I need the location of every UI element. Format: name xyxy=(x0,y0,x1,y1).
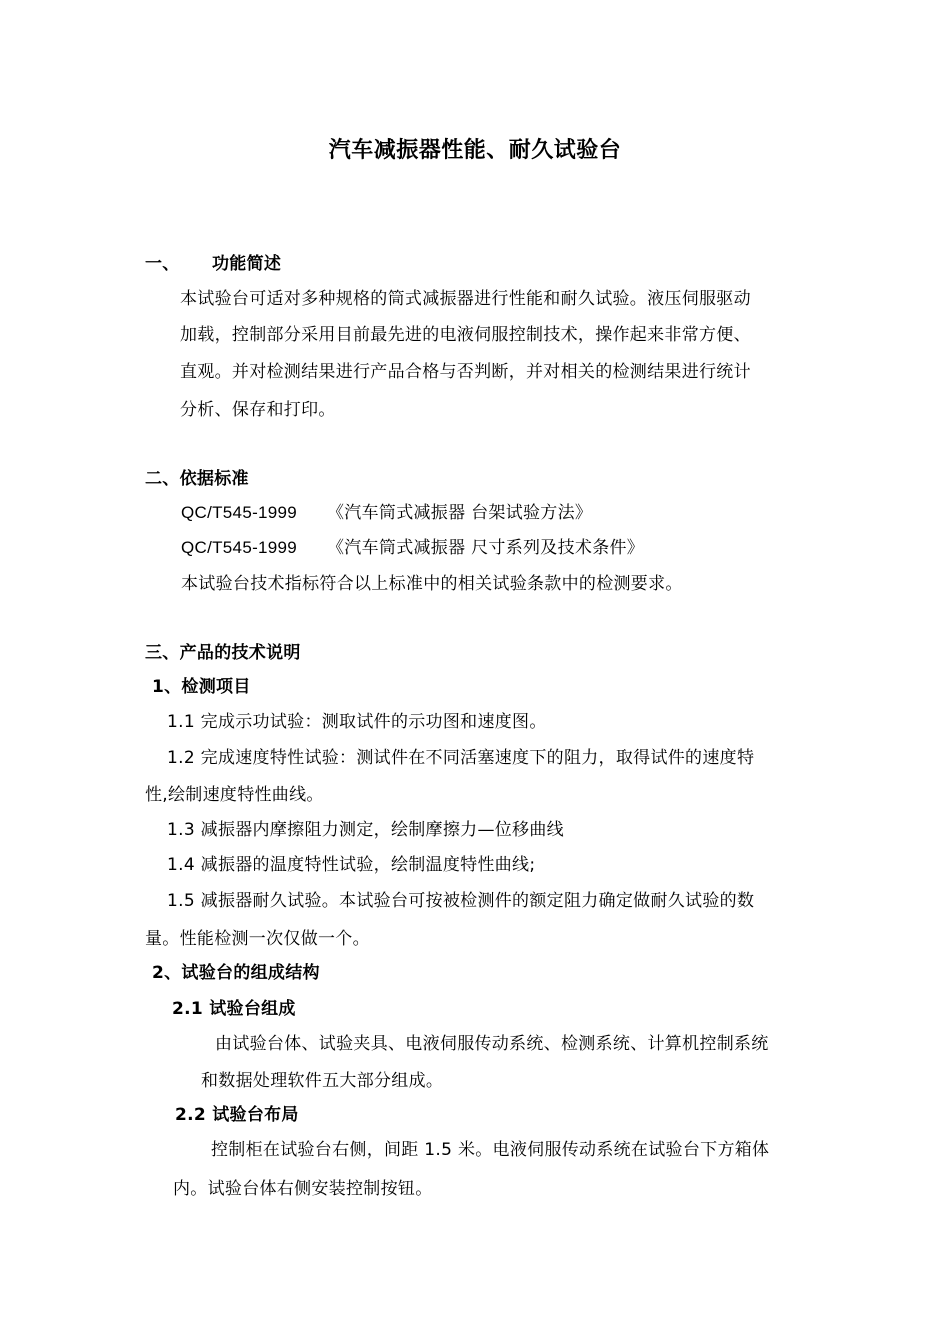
item-1-5-line2: 量。性能检测一次仅做一个。 xyxy=(145,929,370,949)
subsection2-2-line2: 内。试验台体右侧安装控制按钮。 xyxy=(173,1179,433,1199)
subsection2-2-line1: 控制柜在试验台右侧，间距 1.5 米。电液伺服传动系统在试验台下方箱体 xyxy=(211,1140,770,1160)
subsection2-2-heading: 2.2 试验台布局 xyxy=(175,1105,299,1125)
item-1-2-line1: 1.2 完成速度特性试验：测试件在不同活塞速度下的阻力，取得试件的速度特 xyxy=(167,748,755,768)
standard-code: QC/T545-1999 xyxy=(181,503,298,522)
item-1-2-line2: 性,绘制速度特性曲线。 xyxy=(145,785,324,805)
subsection2-1-line1: 由试验台体、试验夹具、电液伺服传动系统、检测系统、计算机控制系统 xyxy=(215,1034,769,1054)
standard-row xyxy=(181,536,644,560)
section3-heading: 三、产品的技术说明 xyxy=(145,643,301,663)
section1-heading: 功能简述 xyxy=(212,254,282,274)
item-1-3: 1.3 减振器内摩擦阻力测定，绘制摩擦力—位移曲线 xyxy=(167,820,564,840)
item-1-1: 1.1 完成示功试验：测取试件的示功图和速度图。 xyxy=(167,712,547,732)
section1-paragraph-line: 直观。并对检测结果进行产品合格与否判断，并对相关的检测结果进行统计 xyxy=(180,362,751,382)
subsection2-1-heading: 2.1 试验台组成 xyxy=(172,999,296,1019)
standard-name: 《汽车筒式减振器 台架试验方法》 xyxy=(327,503,593,523)
standard-row xyxy=(181,501,592,525)
item-1-5-line1: 1.5 减振器耐久试验。本试验台可按被检测件的额定阻力确定做耐久试验的数 xyxy=(167,891,755,911)
subsection2-heading: 2、试验台的组成结构 xyxy=(152,963,320,983)
section2-note: 本试验台技术指标符合以上标准中的相关试验条款中的检测要求。 xyxy=(181,574,683,594)
section1-paragraph-line: 本试验台可适对多种规格的筒式减振器进行性能和耐久试验。液压伺服驱动 xyxy=(180,289,751,309)
subsection2-1-line2: 和数据处理软件五大部分组成。 xyxy=(201,1071,444,1091)
section1-paragraph-line: 加载，控制部分采用目前最先进的电液伺服控制技术，操作起来非常方便、 xyxy=(180,325,751,345)
document-title: 汽车减振器性能、耐久试验台 xyxy=(328,138,622,163)
section1-paragraph-line: 分析、保存和打印。 xyxy=(180,400,336,420)
standard-code: QC/T545-1999 xyxy=(181,538,298,557)
subsection1-heading: 1、检测项目 xyxy=(152,677,251,697)
standard-name: 《汽车筒式减振器 尺寸系列及技术条件》 xyxy=(327,538,645,558)
item-1-4: 1.4 减振器的温度特性试验，绘制温度特性曲线; xyxy=(167,855,536,875)
section2-heading: 二、依据标准 xyxy=(145,469,249,489)
section1-number: 一、 xyxy=(145,254,180,274)
